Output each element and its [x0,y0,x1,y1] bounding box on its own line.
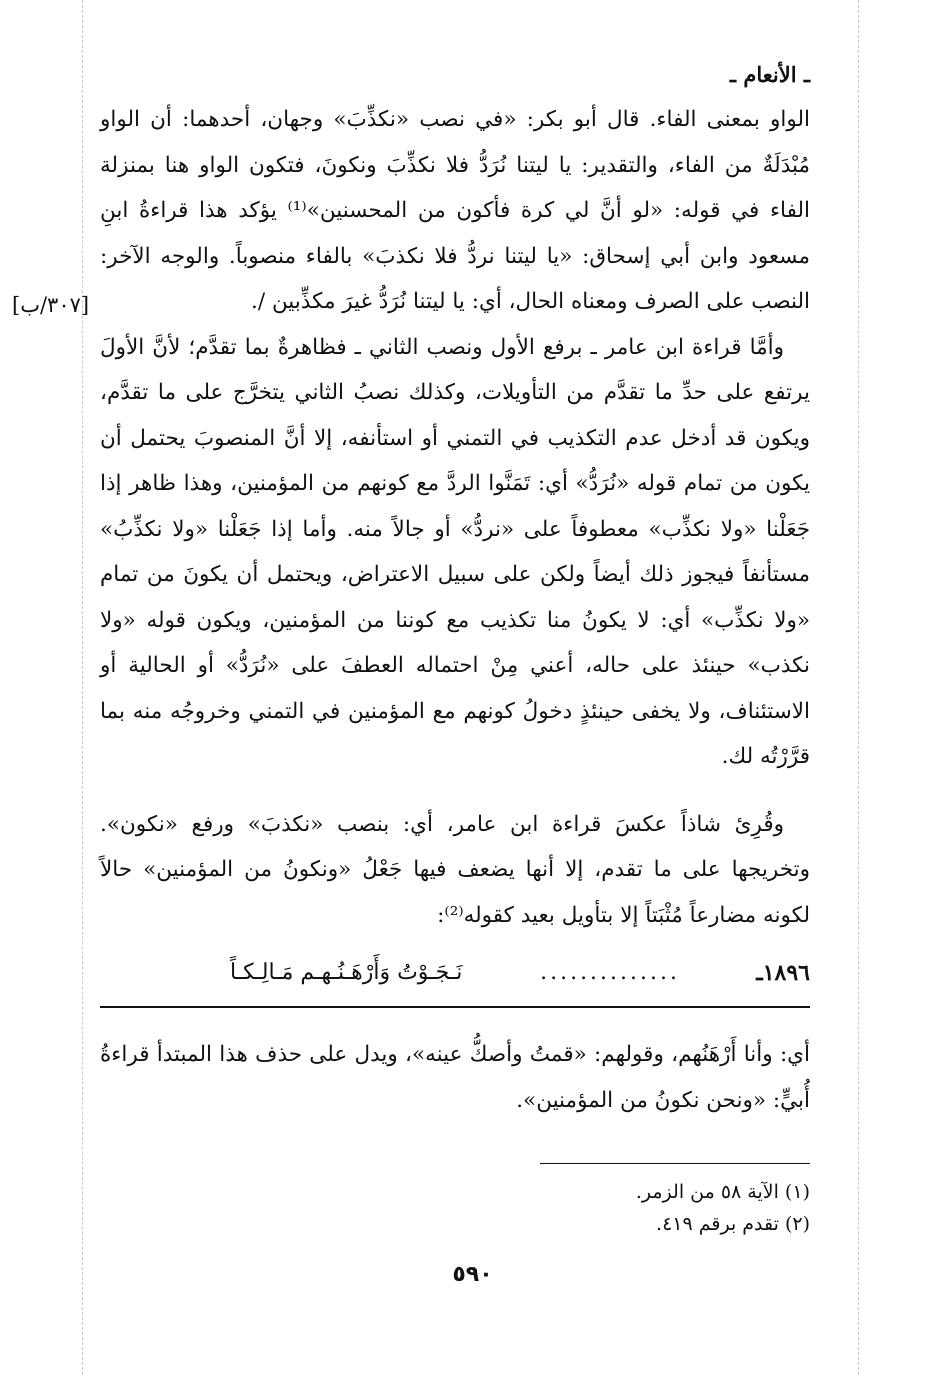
paragraph-3: وقُرِئ شاذاً عكسَ قراءة ابن عامر، أي: بنصب «نكذبَ» ورفع «نكون». وتخريجها على ما تقدم، إلا أنها يضعف فيها جَعْلُ «ونكونُ من المؤمنين» حالاً لكونه مضارعاً مُثْبَتاً إلا بتأويل بعيد كقوله⁽²⁾: [100,811,810,928]
verse-ellipsis: .............. [540,960,680,985]
verse-hemistich: نَـجَـوْتُ وَأَرْهَـنُـهـم مَـالِـكـاً [230,960,463,985]
page-number: ٥٩٠ [452,1262,493,1287]
footnote-1: (١) الآية ٥٨ من الزمر. [635,1181,810,1203]
page-body [12,55,811,1240]
paragraph-4: أي: وأنا أَرْهَنُهم، وقولهم: «قمتُ وأصكُّ عينه»، ويدل على حذف هذا المبتدأ قراءةُ أُبيٍّ: «ونحن نكونُ من المؤمنين». [100,1042,810,1113]
scan-guide-right [858,0,859,1375]
verse-line [100,956,810,1008]
verse-number: ١٨٩٦ـ [756,960,810,986]
running-head: ـ الأنعام ـ [729,62,810,87]
footnote-2: (٢) تقدم برقم ٤١٩. [656,1213,810,1235]
paragraph-1: الواو بمعنى الفاء. قال أبو بكر: «في نصب «نكذِّبَ» وجهان، أحدهما: أن الواو مُبْدَلَةٌ من الفاء، والتقدير: يا ليتنا نُرَدُّ فلا نكذِّبَ ونكونَ، فتكون الواو هنا بمنزلة الفاء في قوله: «لو أنَّ لي كرة فأكون من المحسنين»⁽¹⁾ يؤكد هذا قراءةُ ابنِ مسعود وابن أبي إسحاق: «يا ليتنا نردُّ فلا نكذبَ» بالفاء منصوباً. والوجه الآخر: النصب على الصرف ومعناه الحال، أي: يا ليتنا نُرَدُّ غيرَ مكذِّبين /. [100,107,811,314]
footnote-separator [540,1163,810,1164]
paragraph-2: وأمَّا قراءة ابن عامر ـ برفع الأول ونصب الثاني ـ فظاهرةٌ بما تقدَّم؛ لأنَّ الأولَ يرتفع على حدِّ ما تقدَّم من التأويلات، وكذلك نصبُ الثاني يتخرَّج على ما تقدَّم، ويكون قد أدخل عدم التكذيب في التمني أو استأنفه، إلا أنَّ المنصوبَ يحتمل أن يكون من تمام قوله «نُرَدُّ» أي: تَمَنَّوا الردَّ مع كونهم من المؤمنين، وهذا ظاهر إذا جَعَلْنا «ولا نكذِّب» معطوفاً على «نردُّ» أو جالاً منه. وأما إذا جَعَلْنا «ولا نكذِّبُ» مستأنفاً فيجوز ذلك أيضاً ولكن على سبيل الاعتراض، ويحتمل أن يكونَ من تمام «ولا نكذِّب» أي: لا يكونُ منا تكذيب مع كوننا من المؤمنين، ويكون قوله «ولا نكذب» حينئذ على حاله، أعني مِنْ احتماله العطفَ على «نُرَدُّ» أو الحالية أو الاستئناف، ولا يخفى حينئذٍ دخولُ كونهم مع المؤمنين في التمني وخروجُه منه بما قرَّرْتُه لك. [100,334,810,769]
manuscript-folio-marker: [٣٠٧/ب] [12,293,90,317]
scan-guide-left [82,0,83,1375]
